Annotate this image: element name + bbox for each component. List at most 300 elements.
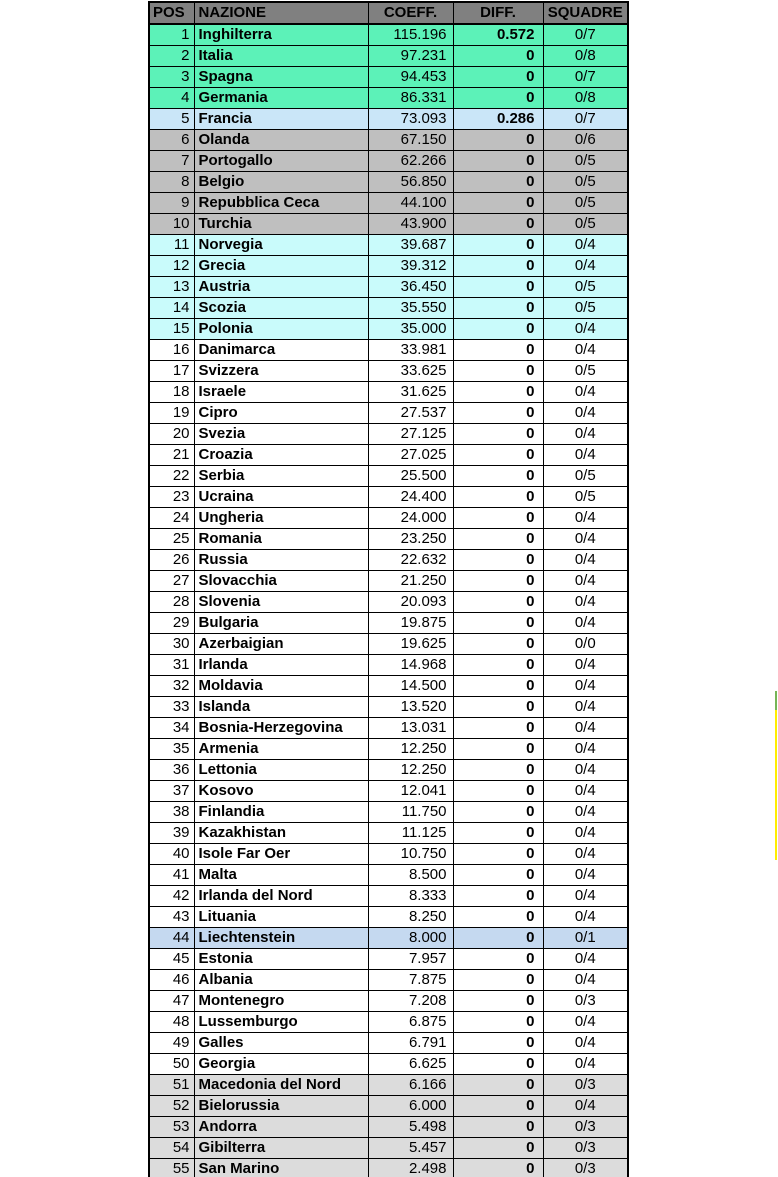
table-row (149, 802, 628, 823)
cell-squadre[interactable]: 0/4 (543, 781, 628, 802)
cell-squadre[interactable]: 0/4 (543, 1012, 628, 1033)
cell-squadre[interactable]: 0/4 (543, 403, 628, 424)
cell-coeff[interactable]: 5.457 (368, 1138, 453, 1159)
cell-nazione[interactable]: Ungheria (194, 508, 368, 529)
cell-nazione[interactable]: Croazia (194, 445, 368, 466)
table-row (149, 508, 628, 529)
cell-nazione[interactable]: Slovenia (194, 592, 368, 613)
cell-diff[interactable]: 0 (453, 235, 543, 256)
cell-squadre[interactable]: 0/5 (543, 487, 628, 508)
table-row (149, 1096, 628, 1117)
cell-pos[interactable]: 10 (149, 214, 194, 235)
cell-pos[interactable]: 44 (149, 928, 194, 949)
cell-squadre[interactable]: 0/3 (543, 1075, 628, 1096)
cell-pos[interactable]: 22 (149, 466, 194, 487)
cell-diff[interactable]: 0 (453, 1054, 543, 1075)
cell-pos[interactable]: 36 (149, 760, 194, 781)
cell-squadre[interactable]: 0/7 (543, 24, 628, 46)
cell-pos[interactable]: 13 (149, 277, 194, 298)
cell-diff[interactable]: 0 (453, 319, 543, 340)
cell-nazione[interactable]: Albania (194, 970, 368, 991)
cell-diff[interactable]: 0 (453, 1012, 543, 1033)
cell-nazione[interactable]: Svezia (194, 424, 368, 445)
cell-pos[interactable]: 8 (149, 172, 194, 193)
cell-coeff[interactable]: 86.331 (368, 88, 453, 109)
cell-coeff[interactable]: 22.632 (368, 550, 453, 571)
cell-diff[interactable]: 0 (453, 466, 543, 487)
cell-coeff[interactable]: 8.333 (368, 886, 453, 907)
cell-nazione[interactable]: Andorra (194, 1117, 368, 1138)
cell-nazione[interactable]: Gibilterra (194, 1138, 368, 1159)
cell-diff[interactable]: 0 (453, 193, 543, 214)
cell-squadre[interactable]: 0/4 (543, 1054, 628, 1075)
cell-nazione[interactable]: Danimarca (194, 340, 368, 361)
cell-nazione[interactable]: Isole Far Oer (194, 844, 368, 865)
cell-coeff[interactable]: 12.041 (368, 781, 453, 802)
cell-coeff[interactable]: 13.520 (368, 697, 453, 718)
cell-coeff[interactable]: 25.500 (368, 466, 453, 487)
cell-diff[interactable]: 0 (453, 1075, 543, 1096)
cell-nazione[interactable]: Malta (194, 865, 368, 886)
cell-nazione[interactable]: Lituania (194, 907, 368, 928)
cell-squadre[interactable]: 0/4 (543, 844, 628, 865)
cell-pos[interactable]: 11 (149, 235, 194, 256)
cell-pos[interactable]: 25 (149, 529, 194, 550)
cell-diff[interactable]: 0 (453, 865, 543, 886)
cell-pos[interactable]: 5 (149, 109, 194, 130)
cell-nazione[interactable]: Ucraina (194, 487, 368, 508)
cell-nazione[interactable]: Italia (194, 46, 368, 67)
cell-squadre[interactable]: 0/4 (543, 655, 628, 676)
cell-pos[interactable]: 55 (149, 1159, 194, 1177)
cell-diff[interactable]: 0 (453, 676, 543, 697)
cell-pos[interactable]: 4 (149, 88, 194, 109)
cell-squadre[interactable]: 0/8 (543, 88, 628, 109)
cell-coeff[interactable]: 8.250 (368, 907, 453, 928)
cell-coeff[interactable]: 73.093 (368, 109, 453, 130)
cell-diff[interactable]: 0 (453, 592, 543, 613)
cell-squadre[interactable]: 0/4 (543, 235, 628, 256)
cell-coeff[interactable]: 35.550 (368, 298, 453, 319)
cell-diff[interactable]: 0 (453, 655, 543, 676)
cell-pos[interactable]: 34 (149, 718, 194, 739)
table-row (149, 361, 628, 382)
cell-pos[interactable]: 50 (149, 1054, 194, 1075)
cell-pos[interactable]: 38 (149, 802, 194, 823)
cell-coeff[interactable]: 6.625 (368, 1054, 453, 1075)
cell-pos[interactable]: 24 (149, 508, 194, 529)
cell-coeff[interactable]: 67.150 (368, 130, 453, 151)
cell-pos[interactable]: 14 (149, 298, 194, 319)
cell-squadre[interactable]: 0/4 (543, 949, 628, 970)
cell-squadre[interactable]: 0/4 (543, 340, 628, 361)
cell-squadre[interactable]: 0/4 (543, 550, 628, 571)
cell-diff[interactable]: 0 (453, 508, 543, 529)
cell-squadre[interactable]: 0/7 (543, 109, 628, 130)
cell-coeff[interactable]: 13.031 (368, 718, 453, 739)
cell-nazione[interactable]: Irlanda del Nord (194, 886, 368, 907)
cell-nazione[interactable]: Belgio (194, 172, 368, 193)
cell-squadre[interactable]: 0/4 (543, 592, 628, 613)
cell-squadre[interactable]: 0/4 (543, 970, 628, 991)
cell-nazione[interactable]: Islanda (194, 697, 368, 718)
cell-coeff[interactable]: 10.750 (368, 844, 453, 865)
cell-pos[interactable]: 29 (149, 613, 194, 634)
cell-coeff[interactable]: 7.208 (368, 991, 453, 1012)
cell-diff[interactable]: 0 (453, 550, 543, 571)
cell-squadre[interactable]: 0/4 (543, 739, 628, 760)
cell-squadre[interactable]: 0/4 (543, 424, 628, 445)
cell-diff[interactable]: 0 (453, 613, 543, 634)
cell-diff[interactable]: 0 (453, 634, 543, 655)
cell-pos[interactable]: 19 (149, 403, 194, 424)
cell-coeff[interactable]: 56.850 (368, 172, 453, 193)
cell-pos[interactable]: 20 (149, 424, 194, 445)
cell-pos[interactable]: 9 (149, 193, 194, 214)
cell-pos[interactable]: 16 (149, 340, 194, 361)
cell-pos[interactable]: 46 (149, 970, 194, 991)
table-row (149, 781, 628, 802)
cell-coeff[interactable]: 6.000 (368, 1096, 453, 1117)
cell-pos[interactable]: 53 (149, 1117, 194, 1138)
cell-squadre[interactable]: 0/5 (543, 214, 628, 235)
cell-nazione[interactable]: San Marino (194, 1159, 368, 1177)
cell-squadre[interactable]: 0/6 (543, 130, 628, 151)
cell-diff[interactable]: 0 (453, 214, 543, 235)
cell-diff[interactable]: 0 (453, 529, 543, 550)
cell-diff[interactable]: 0 (453, 46, 543, 67)
cell-nazione[interactable]: Spagna (194, 67, 368, 88)
cell-squadre[interactable]: 0/4 (543, 676, 628, 697)
cell-coeff[interactable]: 21.250 (368, 571, 453, 592)
cell-squadre[interactable]: 0/4 (543, 907, 628, 928)
cell-coeff[interactable]: 7.875 (368, 970, 453, 991)
cell-nazione[interactable]: Olanda (194, 130, 368, 151)
cell-pos[interactable]: 40 (149, 844, 194, 865)
cell-nazione[interactable]: Galles (194, 1033, 368, 1054)
cell-squadre[interactable]: 0/4 (543, 760, 628, 781)
cell-pos[interactable]: 2 (149, 46, 194, 67)
table-row (149, 382, 628, 403)
cell-coeff[interactable]: 31.625 (368, 382, 453, 403)
cell-nazione[interactable]: Macedonia del Nord (194, 1075, 368, 1096)
cell-pos[interactable]: 37 (149, 781, 194, 802)
cell-pos[interactable]: 3 (149, 67, 194, 88)
cell-coeff[interactable]: 5.498 (368, 1117, 453, 1138)
cell-diff[interactable]: 0 (453, 571, 543, 592)
cell-squadre[interactable]: 0/3 (543, 991, 628, 1012)
cell-nazione[interactable]: Bulgaria (194, 613, 368, 634)
cell-coeff[interactable]: 2.498 (368, 1159, 453, 1177)
cell-nazione[interactable]: Moldavia (194, 676, 368, 697)
cell-squadre[interactable]: 0/4 (543, 256, 628, 277)
cell-diff[interactable]: 0 (453, 907, 543, 928)
cell-nazione[interactable]: Francia (194, 109, 368, 130)
cell-squadre[interactable]: 0/4 (543, 718, 628, 739)
cell-nazione[interactable]: Germania (194, 88, 368, 109)
cell-pos[interactable]: 49 (149, 1033, 194, 1054)
cell-nazione[interactable]: Turchia (194, 214, 368, 235)
cell-pos[interactable]: 52 (149, 1096, 194, 1117)
cell-squadre[interactable]: 0/4 (543, 445, 628, 466)
cell-diff[interactable]: 0 (453, 760, 543, 781)
cell-nazione[interactable]: Bielorussia (194, 1096, 368, 1117)
cell-nazione[interactable]: Russia (194, 550, 368, 571)
cell-coeff[interactable]: 19.875 (368, 613, 453, 634)
cell-nazione[interactable]: Cipro (194, 403, 368, 424)
cell-diff[interactable]: 0 (453, 1117, 543, 1138)
cell-diff[interactable]: 0 (453, 277, 543, 298)
cell-squadre[interactable]: 0/5 (543, 298, 628, 319)
cell-squadre[interactable]: 0/4 (543, 571, 628, 592)
cell-coeff[interactable]: 12.250 (368, 739, 453, 760)
header-coeff[interactable]: COEFF. (368, 2, 453, 24)
cell-nazione[interactable]: Kosovo (194, 781, 368, 802)
cell-coeff[interactable]: 115.196 (368, 24, 453, 46)
cell-nazione[interactable]: Scozia (194, 298, 368, 319)
cell-nazione[interactable]: Lettonia (194, 760, 368, 781)
cell-squadre[interactable]: 0/4 (543, 508, 628, 529)
cell-nazione[interactable]: Armenia (194, 739, 368, 760)
cell-nazione[interactable]: Inghilterra (194, 24, 368, 46)
cell-diff[interactable]: 0 (453, 739, 543, 760)
table-row (149, 1075, 628, 1096)
cell-coeff[interactable]: 11.125 (368, 823, 453, 844)
cell-diff[interactable]: 0 (453, 844, 543, 865)
cell-diff[interactable]: 0 (453, 340, 543, 361)
cell-diff[interactable]: 0 (453, 298, 543, 319)
cell-squadre[interactable]: 0/4 (543, 865, 628, 886)
cell-squadre[interactable]: 0/4 (543, 1096, 628, 1117)
cell-nazione[interactable]: Svizzera (194, 361, 368, 382)
cell-diff[interactable]: 0 (453, 823, 543, 844)
cell-diff[interactable]: 0 (453, 1033, 543, 1054)
cell-pos[interactable]: 26 (149, 550, 194, 571)
cell-diff[interactable]: 0 (453, 949, 543, 970)
cell-coeff[interactable]: 6.875 (368, 1012, 453, 1033)
cell-coeff[interactable]: 14.500 (368, 676, 453, 697)
cell-nazione[interactable]: Slovacchia (194, 571, 368, 592)
cell-coeff[interactable]: 36.450 (368, 277, 453, 298)
cell-coeff[interactable]: 11.750 (368, 802, 453, 823)
cell-pos[interactable]: 54 (149, 1138, 194, 1159)
cell-nazione[interactable]: Norvegia (194, 235, 368, 256)
cell-pos[interactable]: 47 (149, 991, 194, 1012)
cell-diff[interactable]: 0 (453, 991, 543, 1012)
cell-diff[interactable]: 0 (453, 718, 543, 739)
cell-coeff[interactable]: 97.231 (368, 46, 453, 67)
cell-coeff[interactable]: 62.266 (368, 151, 453, 172)
cell-pos[interactable]: 12 (149, 256, 194, 277)
cell-squadre[interactable]: 0/4 (543, 529, 628, 550)
cell-nazione[interactable]: Kazakhistan (194, 823, 368, 844)
cell-nazione[interactable]: Grecia (194, 256, 368, 277)
cell-pos[interactable]: 15 (149, 319, 194, 340)
cell-squadre[interactable]: 0/5 (543, 277, 628, 298)
header-diff[interactable]: DIFF. (453, 2, 543, 24)
header-nazione[interactable]: NAZIONE (194, 2, 368, 24)
cell-pos[interactable]: 33 (149, 697, 194, 718)
cell-coeff[interactable]: 44.100 (368, 193, 453, 214)
cell-coeff[interactable]: 6.166 (368, 1075, 453, 1096)
cell-squadre[interactable]: 0/5 (543, 193, 628, 214)
cell-coeff[interactable]: 33.981 (368, 340, 453, 361)
table-row (149, 949, 628, 970)
cell-squadre[interactable]: 0/4 (543, 319, 628, 340)
cell-nazione[interactable]: Portogallo (194, 151, 368, 172)
cell-nazione[interactable]: Lussemburgo (194, 1012, 368, 1033)
cell-nazione[interactable]: Azerbaigian (194, 634, 368, 655)
table-row (149, 991, 628, 1012)
cell-pos[interactable]: 42 (149, 886, 194, 907)
cell-pos[interactable]: 27 (149, 571, 194, 592)
cell-pos[interactable]: 41 (149, 865, 194, 886)
table-row (149, 676, 628, 697)
cell-coeff[interactable]: 23.250 (368, 529, 453, 550)
cell-squadre[interactable]: 0/3 (543, 1159, 628, 1177)
cell-pos[interactable]: 43 (149, 907, 194, 928)
cell-diff[interactable]: 0 (453, 88, 543, 109)
cell-coeff[interactable]: 39.312 (368, 256, 453, 277)
cell-pos[interactable]: 39 (149, 823, 194, 844)
cell-diff[interactable]: 0 (453, 256, 543, 277)
cell-coeff[interactable]: 12.250 (368, 760, 453, 781)
table-row (149, 550, 628, 571)
cell-squadre[interactable]: 0/4 (543, 613, 628, 634)
cell-diff[interactable]: 0.286 (453, 109, 543, 130)
cell-coeff[interactable]: 14.968 (368, 655, 453, 676)
cell-squadre[interactable]: 0/5 (543, 172, 628, 193)
cell-squadre[interactable]: 0/5 (543, 466, 628, 487)
cell-diff[interactable]: 0 (453, 1138, 543, 1159)
cell-diff[interactable]: 0 (453, 970, 543, 991)
cell-squadre[interactable]: 0/4 (543, 802, 628, 823)
cell-nazione[interactable]: Finlandia (194, 802, 368, 823)
cell-pos[interactable]: 30 (149, 634, 194, 655)
cell-coeff[interactable]: 8.000 (368, 928, 453, 949)
table-row (149, 928, 628, 949)
cell-nazione[interactable]: Austria (194, 277, 368, 298)
cell-coeff[interactable]: 8.500 (368, 865, 453, 886)
cell-pos[interactable]: 17 (149, 361, 194, 382)
cell-nazione[interactable]: Serbia (194, 466, 368, 487)
cell-diff[interactable]: 0 (453, 382, 543, 403)
table-row (149, 487, 628, 508)
cell-coeff[interactable]: 24.000 (368, 508, 453, 529)
cell-squadre[interactable]: 0/8 (543, 46, 628, 67)
table-row (149, 718, 628, 739)
cell-coeff[interactable]: 27.537 (368, 403, 453, 424)
cell-coeff[interactable]: 24.400 (368, 487, 453, 508)
cell-squadre[interactable]: 0/4 (543, 886, 628, 907)
cell-pos[interactable]: 21 (149, 445, 194, 466)
cell-pos[interactable]: 45 (149, 949, 194, 970)
table-row (149, 24, 628, 46)
cell-nazione[interactable]: Irlanda (194, 655, 368, 676)
cell-squadre[interactable]: 0/4 (543, 823, 628, 844)
cell-coeff[interactable]: 27.125 (368, 424, 453, 445)
cell-diff[interactable]: 0 (453, 487, 543, 508)
cell-diff[interactable]: 0 (453, 781, 543, 802)
cell-coeff[interactable]: 7.957 (368, 949, 453, 970)
cell-diff[interactable]: 0 (453, 151, 543, 172)
table-row (149, 1159, 628, 1177)
cell-diff[interactable]: 0 (453, 67, 543, 88)
cell-pos[interactable]: 48 (149, 1012, 194, 1033)
cell-coeff[interactable]: 33.625 (368, 361, 453, 382)
cell-coeff[interactable]: 27.025 (368, 445, 453, 466)
cell-diff[interactable]: 0 (453, 172, 543, 193)
cell-squadre[interactable]: 0/4 (543, 1033, 628, 1054)
cell-pos[interactable]: 1 (149, 24, 194, 46)
cell-squadre[interactable]: 0/3 (543, 1138, 628, 1159)
cell-coeff[interactable]: 43.900 (368, 214, 453, 235)
cell-pos[interactable]: 35 (149, 739, 194, 760)
cell-coeff[interactable]: 35.000 (368, 319, 453, 340)
cell-pos[interactable]: 51 (149, 1075, 194, 1096)
header-squadre[interactable]: SQUADRE (543, 2, 628, 24)
cell-pos[interactable]: 18 (149, 382, 194, 403)
ranking-table (148, 1, 629, 1177)
cell-nazione[interactable]: Bosnia-Herzegovina (194, 718, 368, 739)
table-row (149, 907, 628, 928)
cell-diff[interactable]: 0 (453, 445, 543, 466)
cell-pos[interactable]: 6 (149, 130, 194, 151)
cell-squadre[interactable]: 0/5 (543, 361, 628, 382)
cell-diff[interactable]: 0 (453, 697, 543, 718)
cell-diff[interactable]: 0 (453, 1096, 543, 1117)
cell-coeff[interactable]: 19.625 (368, 634, 453, 655)
table-row (149, 67, 628, 88)
cell-diff[interactable]: 0 (453, 424, 543, 445)
cell-nazione[interactable]: Repubblica Ceca (194, 193, 368, 214)
cell-diff[interactable]: 0 (453, 1159, 543, 1177)
cell-pos[interactable]: 7 (149, 151, 194, 172)
cell-pos[interactable]: 32 (149, 676, 194, 697)
cell-pos[interactable]: 23 (149, 487, 194, 508)
cell-diff[interactable]: 0 (453, 403, 543, 424)
cell-nazione[interactable]: Polonia (194, 319, 368, 340)
cell-nazione[interactable]: Estonia (194, 949, 368, 970)
cell-pos[interactable]: 31 (149, 655, 194, 676)
cell-nazione[interactable]: Israele (194, 382, 368, 403)
cell-coeff[interactable]: 20.093 (368, 592, 453, 613)
cell-squadre[interactable]: 0/1 (543, 928, 628, 949)
cell-squadre[interactable]: 0/4 (543, 697, 628, 718)
cell-diff[interactable]: 0.572 (453, 24, 543, 46)
cell-squadre[interactable]: 0/4 (543, 382, 628, 403)
cell-diff[interactable]: 0 (453, 928, 543, 949)
cell-nazione[interactable]: Georgia (194, 1054, 368, 1075)
cell-squadre[interactable]: 0/0 (543, 634, 628, 655)
cell-nazione[interactable]: Romania (194, 529, 368, 550)
cell-squadre[interactable]: 0/3 (543, 1117, 628, 1138)
cell-diff[interactable]: 0 (453, 886, 543, 907)
table-row (149, 109, 628, 130)
cell-diff[interactable]: 0 (453, 130, 543, 151)
cell-squadre[interactable]: 0/7 (543, 67, 628, 88)
cell-nazione[interactable]: Liechtenstein (194, 928, 368, 949)
cell-pos[interactable]: 28 (149, 592, 194, 613)
cell-coeff[interactable]: 6.791 (368, 1033, 453, 1054)
cell-coeff[interactable]: 39.687 (368, 235, 453, 256)
cell-coeff[interactable]: 94.453 (368, 67, 453, 88)
cell-diff[interactable]: 0 (453, 361, 543, 382)
cell-squadre[interactable]: 0/5 (543, 151, 628, 172)
header-pos[interactable]: POS (149, 2, 194, 24)
cell-nazione[interactable]: Montenegro (194, 991, 368, 1012)
cell-diff[interactable]: 0 (453, 802, 543, 823)
